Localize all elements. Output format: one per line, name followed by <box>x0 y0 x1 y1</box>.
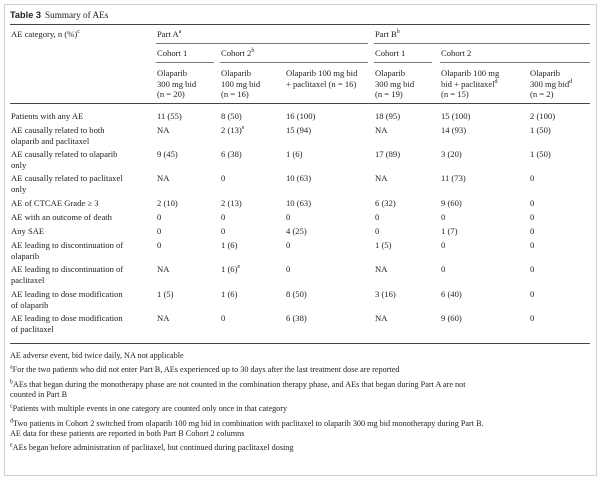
table-cell <box>441 226 457 237</box>
table-cell <box>157 313 169 324</box>
header-part-b-sup: b <box>396 29 400 36</box>
table-cell-value: NA <box>375 313 388 323</box>
header-rule <box>10 103 590 104</box>
arm-header-line1: Olaparib 100 mg <box>441 68 500 78</box>
arm-header-line1: Olaparib <box>375 68 406 78</box>
arm-header-sup: d <box>494 78 498 85</box>
table-cell <box>286 173 311 184</box>
row-label-line: of olaparib <box>11 299 49 310</box>
table-cell <box>441 111 470 122</box>
table-cell-value: NA <box>157 125 170 135</box>
table-cell-value: 1 (6) <box>221 289 238 299</box>
row-label <box>11 198 141 209</box>
table-cell <box>375 212 379 223</box>
table-cell-value: NA <box>157 173 170 183</box>
header-ae-category-text: AE category, n (%) <box>11 29 78 39</box>
table-cell <box>530 111 555 122</box>
header-part-a-text: Part A <box>157 29 179 39</box>
row-label <box>11 212 141 223</box>
arm-header-line3: (n = 19) <box>375 89 403 100</box>
table-cell-value: 16 (100) <box>286 111 316 121</box>
row-label-line: AE causally related to both <box>11 125 105 135</box>
footnote-text: AEs began before administration of paclitaxel, but continued during paclitaxel dosing <box>12 443 294 452</box>
arm-header-sup: d <box>569 78 573 85</box>
row-label <box>11 125 141 146</box>
footnote-text: AEs that began during the monotherapy phase are not counted in the combination therapy phase, and AEs that began during Part A are not <box>13 380 466 389</box>
table-cell <box>441 173 466 184</box>
table-cell <box>530 149 551 160</box>
row-label-line: only <box>11 183 27 194</box>
row-label <box>11 173 141 194</box>
table-cell <box>375 125 387 136</box>
footnote-mark: e <box>10 442 13 449</box>
table-cell <box>375 264 387 275</box>
arm-header-line2 <box>530 79 572 90</box>
table-cell-value: 1 (5) <box>157 289 174 299</box>
table-cell <box>221 198 242 209</box>
table-cell-value: 9 (60) <box>441 198 462 208</box>
table-cell-value: 0 <box>441 240 446 250</box>
table-cell-value: 15 (100) <box>441 111 471 121</box>
row-label-line: AE leading to discontinuation of <box>11 264 124 274</box>
row-label <box>11 111 141 122</box>
table-cell <box>441 240 445 251</box>
arm-header-line2-text: 100 mg bid <box>221 78 261 89</box>
table-cell-value: 0 <box>286 212 291 222</box>
table-cell <box>286 198 311 209</box>
arm-header-line1: Olaparib <box>530 68 561 78</box>
table-cell <box>441 212 445 223</box>
table-cell-value: 1 (50) <box>530 149 551 159</box>
table-cell-value: NA <box>157 264 170 274</box>
table-cell-value: 8 (50) <box>221 111 242 121</box>
table-cell <box>286 111 315 122</box>
table-cell <box>375 313 387 324</box>
table-cell <box>157 111 182 122</box>
arm-header-line2-text: 300 mg bid <box>375 78 415 89</box>
table-cell-value: 6 (32) <box>375 198 396 208</box>
footnote <box>10 365 585 375</box>
header-part-a <box>157 29 181 40</box>
table-cell-value: 0 <box>530 173 535 183</box>
table-cell-value: 15 (94) <box>286 125 312 135</box>
table-cell <box>375 173 387 184</box>
table-cell <box>157 125 169 136</box>
table-cell-value: 1 (7) <box>441 226 458 236</box>
table-cell <box>441 198 462 209</box>
header-cohort-b1: Cohort 1 <box>375 48 406 58</box>
table-cell <box>441 125 466 136</box>
row-label-line: AE causally related to paclitaxel <box>11 173 123 183</box>
table-cell-value: 2 (13) <box>221 125 242 135</box>
header-cohort-a2 <box>221 48 254 59</box>
footnote-mark: c <box>10 403 13 410</box>
table-cell <box>530 264 534 275</box>
table-cell-value: 0 <box>221 173 226 183</box>
footnote-text: AE adverse event, bid twice daily, NA not applicable <box>10 351 184 360</box>
table-cell <box>530 240 534 251</box>
table-cell-value: 0 <box>286 264 291 274</box>
table-cell-value: 11 (55) <box>157 111 182 121</box>
header-ae-category <box>11 29 80 40</box>
table-cell-value: 1 (6) <box>221 240 238 250</box>
arm-header-line2 <box>375 79 414 90</box>
arm-header-line2 <box>286 79 356 90</box>
table-cell <box>286 212 290 223</box>
table-cell <box>221 226 225 237</box>
table-cell <box>530 125 551 136</box>
table-cell <box>157 240 161 251</box>
table-cell-value: NA <box>375 173 388 183</box>
table-cell-value: 9 (60) <box>441 313 462 323</box>
row-label-line: paclitaxel <box>11 274 45 285</box>
table-cell-value: NA <box>375 264 388 274</box>
header-part-b-text: Part B <box>375 29 397 39</box>
row-label-line: of paclitaxel <box>11 323 54 334</box>
table-cell-value: 11 (73) <box>441 173 466 183</box>
row-label <box>11 240 141 261</box>
table-cell-value: 1 (5) <box>375 240 392 250</box>
bottom-rule <box>10 343 590 344</box>
table-cell <box>157 149 178 160</box>
table-cell <box>375 289 396 300</box>
header-part-b <box>375 29 400 40</box>
table-cell-value: 0 <box>530 226 535 236</box>
table-cell-value: 0 <box>375 212 380 222</box>
table-cell <box>286 226 307 237</box>
table-number: Table 3 <box>10 10 41 20</box>
row-label-line: Any SAE <box>11 226 45 236</box>
table-cell <box>221 289 237 300</box>
cohort-a1-rule <box>156 62 214 63</box>
table-cell <box>530 289 534 300</box>
table-cell-value: 2 (13) <box>221 198 242 208</box>
table-cell <box>286 264 290 275</box>
part-b-rule <box>374 43 590 44</box>
table-cell-value: NA <box>375 125 388 135</box>
row-label-line: olaparib <box>11 250 40 261</box>
arm-header-line3: (n = 16) <box>221 89 249 100</box>
table-cell-value: 0 <box>157 240 162 250</box>
arm-header-line2 <box>157 79 196 90</box>
table-cell-value: 1 (6) <box>286 149 303 159</box>
table-cell-value: NA <box>157 313 170 323</box>
top-rule <box>10 24 590 25</box>
arm-header-line2 <box>221 79 260 90</box>
table-cell-value: 0 <box>157 226 162 236</box>
table-cell <box>221 173 225 184</box>
table-cell-sup: e <box>237 264 241 271</box>
table-cell <box>221 264 240 275</box>
table-caption: Summary of AEs <box>44 10 109 20</box>
row-label <box>11 226 141 237</box>
table-cell <box>375 240 391 251</box>
arm-header-line2-text: + paclitaxel (n = 16) <box>286 78 357 89</box>
table-cell-value: 0 <box>286 240 291 250</box>
table-cell-value: 6 (38) <box>286 313 307 323</box>
cohort-b2-rule <box>440 62 590 63</box>
table-cell-value: 3 (20) <box>441 149 462 159</box>
table-cell <box>375 111 400 122</box>
row-label-line: only <box>11 159 27 170</box>
table-cell <box>221 313 225 324</box>
table-cell <box>157 289 173 300</box>
footnote-mark: a <box>10 364 13 371</box>
row-label <box>11 313 141 334</box>
table-cell-value: 0 <box>530 212 535 222</box>
table-cell <box>286 240 290 251</box>
table-cell-value: 10 (63) <box>286 173 312 183</box>
table-cell-value: 4 (25) <box>286 226 307 236</box>
table-cell <box>441 313 462 324</box>
table-cell-value: 17 (89) <box>375 149 401 159</box>
row-label-line: olaparib and paclitaxel <box>11 135 90 146</box>
table-cell-value: 6 (40) <box>441 289 462 299</box>
table-cell-value: 0 <box>530 240 535 250</box>
arm-header-line1: Olaparib <box>221 68 252 78</box>
footnote-text: AE data for these patients are reported in both Part B Cohort 2 columns <box>10 429 245 439</box>
arm-header-line3: (n = 2) <box>530 89 554 100</box>
table-title <box>10 10 108 20</box>
table-cell <box>530 198 534 209</box>
cohort-a2-rule <box>220 62 368 63</box>
arm-header-line2-text: bid + paclitaxel <box>441 78 495 89</box>
arm-header-line2 <box>441 79 498 90</box>
table-cell <box>286 313 307 324</box>
footnote-mark: b <box>10 379 13 386</box>
row-label-line: AE leading to dose modification <box>11 289 123 299</box>
table-cell-value: 0 <box>530 264 535 274</box>
table-cell <box>441 149 462 160</box>
table-cell-value: 8 (50) <box>286 289 307 299</box>
table-cell-value: 0 <box>221 212 226 222</box>
row-label-line: AE leading to discontinuation of <box>11 240 124 250</box>
table-cell <box>286 289 307 300</box>
table-cell <box>375 198 396 209</box>
table-cell <box>530 226 534 237</box>
table-cell <box>530 173 534 184</box>
table-cell-value: 9 (45) <box>157 149 178 159</box>
table-cell <box>221 240 237 251</box>
header-ae-category-sup: c <box>77 29 80 36</box>
footnote <box>10 443 585 453</box>
table-cell-value: 6 (38) <box>221 149 242 159</box>
table-cell <box>286 149 302 160</box>
table-cell <box>441 289 462 300</box>
table-cell <box>221 111 242 122</box>
header-part-a-sup: a <box>178 29 182 36</box>
table-cell-value: 1 (50) <box>530 125 551 135</box>
row-label-line: AE leading to dose modification <box>11 313 123 323</box>
table-cell-sup: e <box>241 125 245 132</box>
table-cell <box>157 226 161 237</box>
table-cell <box>221 212 225 223</box>
footnote <box>10 380 585 401</box>
cohort-b1-rule <box>374 62 432 63</box>
footnote-text: counted in Part B <box>10 390 68 400</box>
table-cell <box>375 149 400 160</box>
table-cell-value: 0 <box>530 289 535 299</box>
table-cell-value: 0 <box>157 212 162 222</box>
footnote <box>10 351 585 361</box>
table-cell-value: 0 <box>530 198 535 208</box>
row-label-line: AE causally related to olaparib <box>11 149 118 159</box>
header-cohort-a2-text: Cohort 2 <box>221 48 252 58</box>
table-cell-value: 0 <box>530 313 535 323</box>
arm-header-line1: Olaparib <box>157 68 188 78</box>
header-cohort-a2-sup: b <box>251 48 255 55</box>
table-cell <box>441 264 445 275</box>
table-cell <box>375 226 379 237</box>
footnote-text: Two patients in Cohort 2 switched from olaparib 100 mg bid in combination with paclitaxel to olaparib 300 mg bid monotherapy during Part B. <box>13 419 484 428</box>
table-cell-value: 14 (93) <box>441 125 467 135</box>
table-cell-value: 0 <box>375 226 380 236</box>
arm-header-line1: Olaparib 100 mg bid <box>286 68 358 78</box>
row-label <box>11 264 141 285</box>
table-cell-value: 0 <box>441 264 446 274</box>
table-cell <box>157 212 161 223</box>
table-cell <box>157 198 178 209</box>
footnote-text: For the two patients who did not enter Part B, AEs experienced up to 30 days after the last treatment dose are reported <box>12 365 400 374</box>
table-cell <box>286 125 311 136</box>
table-cell-value: 10 (63) <box>286 198 312 208</box>
table-cell-value: 2 (10) <box>157 198 178 208</box>
row-label <box>11 289 141 310</box>
table-cell-value: 18 (95) <box>375 111 401 121</box>
table-cell-value: 3 (16) <box>375 289 396 299</box>
footnote-text: Patients with multiple events in one category are counted only once in that category <box>12 404 288 413</box>
table-cell-value: 0 <box>441 212 446 222</box>
arm-header-line2-text: 300 mg bid <box>530 78 570 89</box>
row-label-line: Patients with any AE <box>11 111 84 121</box>
table-cell <box>157 173 169 184</box>
arm-header-line3: (n = 20) <box>157 89 185 100</box>
part-a-rule <box>156 43 368 44</box>
table-cell <box>530 313 534 324</box>
table-cell <box>530 212 534 223</box>
table-cell-value: 1 (6) <box>221 264 238 274</box>
arm-header-line3: (n = 15) <box>441 89 469 100</box>
header-cohort-b2: Cohort 2 <box>441 48 472 58</box>
row-label <box>11 149 141 170</box>
table-cell-value: 0 <box>221 313 226 323</box>
table-cell <box>221 149 242 160</box>
arm-header-line2-text: 300 mg bid <box>157 78 197 89</box>
footnote <box>10 404 585 414</box>
table-cell <box>157 264 169 275</box>
footnote-mark: d <box>10 418 13 425</box>
header-cohort-a1: Cohort 1 <box>157 48 188 58</box>
footnote <box>10 419 585 440</box>
row-label-line: AE of CTCAE Grade ≥ 3 <box>11 198 99 208</box>
table-cell-value: 0 <box>221 226 226 236</box>
table-cell <box>221 125 244 136</box>
row-label-line: AE with an outcome of death <box>11 212 112 222</box>
table-cell-value: 2 (100) <box>530 111 556 121</box>
